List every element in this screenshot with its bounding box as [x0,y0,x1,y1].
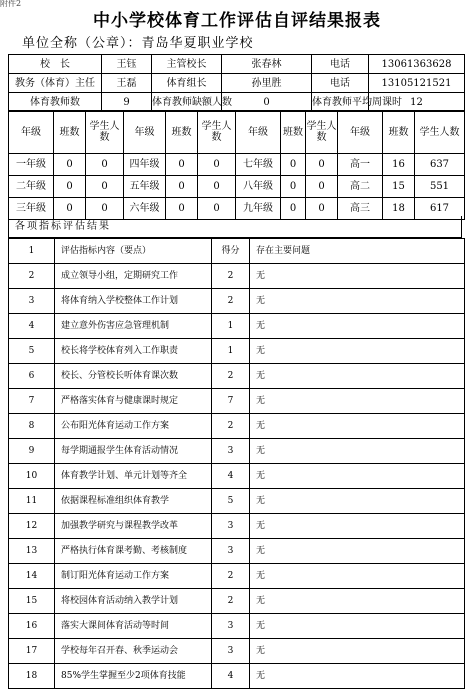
info-cell: 体育教师缺额人数 [152,93,222,112]
eval-cell: 无 [250,439,465,464]
eval-row [9,314,465,339]
eval-row [9,589,465,614]
eval-cell: 2 [212,289,250,314]
info-cell: 体育教师平均周课时 [312,93,369,112]
eval-cell: 评估指标内容（要点） [55,239,212,264]
eval-cell: 建立意外伤害应急管理机制 [55,314,212,339]
info-cell: 12 [369,93,465,112]
attachment-label: 附件2 [0,0,22,8]
grades-header: 年级 [9,111,54,154]
eval-cell: 无 [250,264,465,289]
eval-cell: 2 [212,364,250,389]
grades-header: 班数 [383,111,415,154]
eval-cell: 11 [9,489,55,514]
eval-row [9,364,465,389]
eval-cell: 18 [9,664,55,689]
eval-cell: 4 [9,314,55,339]
grades-cell: 18 [383,198,415,220]
grades-cell: 637 [415,154,465,176]
eval-row [9,514,465,539]
grades-cell: 三年级 [9,198,54,220]
eval-cell: 每学期通报学生体育活动情况 [55,439,212,464]
grades-header: 班数 [166,111,198,154]
eval-cell: 1 [9,239,55,264]
eval-cell: 无 [250,589,465,614]
eval-cell: 15 [9,589,55,614]
grades-cell: 0 [166,198,198,220]
eval-cell: 校长、分管校长听体育课次数 [55,364,212,389]
info-cell: 9 [102,93,152,112]
grades-header: 学生人数 [86,111,124,154]
grades-cell: 0 [281,198,306,220]
grades-cell: 0 [54,176,86,198]
grades-cell: 高三 [338,198,383,220]
eval-cell: 2 [212,589,250,614]
grades-header: 学生人数 [198,111,236,154]
info-cell: 孙里胜 [222,74,312,93]
eval-cell: 将校园体育活动纳入教学计划 [55,589,212,614]
eval-row [9,639,465,664]
grades-cell: 0 [166,154,198,176]
grades-cell: 617 [415,198,465,220]
grades-cell: 九年级 [236,198,281,220]
eval-cell: 3 [9,289,55,314]
grades-cell: 551 [415,176,465,198]
eval-cell: 8 [9,414,55,439]
info-cell: 校 长 [9,55,102,74]
eval-row [9,464,465,489]
eval-cell: 落实大课间体育活动等时间 [55,614,212,639]
eval-cell: 2 [9,264,55,289]
page-title: 中小学校体育工作评估自评结果报表 [93,11,381,31]
eval-cell: 无 [250,564,465,589]
eval-cell: 无 [250,289,465,314]
eval-cell: 无 [250,339,465,364]
info-cell: 王钰 [102,55,152,74]
eval-row [9,489,465,514]
eval-cell: 85%学生掌握至少2项体育技能 [55,664,212,689]
grades-header: 年级 [338,111,383,154]
info-cell: 主管校长 [152,55,222,74]
eval-cell: 7 [212,389,250,414]
eval-cell: 1 [212,339,250,364]
eval-row [9,389,465,414]
eval-cell: 制订阳光体育运动工作方案 [55,564,212,589]
grades-cell: 0 [86,176,124,198]
eval-cell: 无 [250,389,465,414]
eval-cell: 加强教学研究与课程教学改革 [55,514,212,539]
eval-row [9,539,465,564]
eval-cell: 5 [212,489,250,514]
grades-cell: 七年级 [236,154,281,176]
eval-header-row [9,239,465,264]
eval-cell: 16 [9,614,55,639]
unit-name: 青岛华夏职业学校 [141,36,254,51]
evaluation-table [8,238,465,689]
eval-cell: 无 [250,539,465,564]
eval-cell: 学校每年召开春、秋季运动会 [55,639,212,664]
grades-cell: 0 [86,154,124,176]
info-cell: 教务（体育）主任 [9,74,102,93]
eval-cell: 3 [212,614,250,639]
grades-cell: 0 [86,198,124,220]
grades-table [8,110,465,220]
eval-cell: 无 [250,364,465,389]
eval-row [9,289,465,314]
grades-header: 班数 [54,111,86,154]
grades-cell: 16 [383,154,415,176]
eval-cell: 公布阳光体育运动工作方案 [55,414,212,439]
grades-cell: 0 [306,198,338,220]
eval-row [9,564,465,589]
info-row-teachers [9,93,465,112]
eval-cell: 依据课程标准组织体育教学 [55,489,212,514]
info-cell: 体育组长 [152,74,222,93]
eval-cell: 7 [9,389,55,414]
eval-cell: 成立领导小组，定期研究工作 [55,264,212,289]
grades-header-row [9,111,465,154]
eval-cell: 无 [250,664,465,689]
eval-row [9,264,465,289]
grades-cell: 四年级 [124,154,166,176]
eval-cell: 4 [212,664,250,689]
section-title: 各项指标评估结果 [8,216,462,238]
eval-row [9,664,465,689]
grades-cell: 0 [198,198,236,220]
eval-cell: 校长将学校体育列入工作职责 [55,339,212,364]
eval-cell: 无 [250,414,465,439]
eval-cell: 无 [250,514,465,539]
info-cell: 13105121521 [369,74,465,93]
grades-cell: 0 [281,154,306,176]
eval-cell: 3 [212,639,250,664]
grades-cell: 0 [198,176,236,198]
eval-cell: 无 [250,639,465,664]
info-cell: 13061363628 [369,55,465,74]
info-row-principal [9,55,465,74]
grades-cell: 0 [198,154,236,176]
grades-row [9,154,465,176]
eval-cell: 12 [9,514,55,539]
grades-cell: 高二 [338,176,383,198]
info-row-director [9,74,465,93]
eval-cell: 10 [9,464,55,489]
eval-row [9,439,465,464]
eval-cell: 4 [212,464,250,489]
eval-cell: 6 [9,364,55,389]
grades-cell: 15 [383,176,415,198]
info-cell: 张春林 [222,55,312,74]
grades-cell: 八年级 [236,176,281,198]
unit-line [22,32,254,51]
grades-header: 学生人数 [415,111,465,154]
grades-header: 学生人数 [306,111,338,154]
grades-cell: 0 [54,154,86,176]
eval-cell: 严格执行体育课考勤、考核制度 [55,539,212,564]
info-cell: 体育教师数 [9,93,102,112]
eval-cell: 3 [212,439,250,464]
info-cell: 王磊 [102,74,152,93]
eval-cell: 5 [9,339,55,364]
grades-header: 班数 [281,111,306,154]
eval-cell: 体育教学计划、单元计划等齐全 [55,464,212,489]
eval-cell: 无 [250,314,465,339]
grades-cell: 0 [166,176,198,198]
eval-cell: 3 [212,539,250,564]
eval-cell: 无 [250,614,465,639]
grades-cell: 0 [306,154,338,176]
grades-cell: 六年级 [124,198,166,220]
eval-cell: 无 [250,489,465,514]
eval-cell: 2 [212,414,250,439]
eval-cell: 将体育纳入学校整体工作计划 [55,289,212,314]
eval-cell: 2 [212,564,250,589]
eval-cell: 17 [9,639,55,664]
grades-header: 年级 [124,111,166,154]
eval-cell: 14 [9,564,55,589]
grades-header: 年级 [236,111,281,154]
info-table [8,54,465,112]
info-cell: 电话 [312,55,369,74]
grades-cell: 一年级 [9,154,54,176]
grades-row [9,176,465,198]
eval-row [9,414,465,439]
eval-cell: 存在主要问题 [250,239,465,264]
eval-cell: 9 [9,439,55,464]
eval-cell: 得分 [212,239,250,264]
eval-cell: 2 [212,264,250,289]
eval-cell: 1 [212,314,250,339]
grades-cell: 0 [54,198,86,220]
eval-cell: 无 [250,464,465,489]
grades-cell: 五年级 [124,176,166,198]
unit-label: 单位全称（公章）： [22,36,142,51]
eval-cell: 严格落实体育与健康课时规定 [55,389,212,414]
info-cell: 0 [222,93,312,112]
grades-cell: 0 [306,176,338,198]
grades-cell: 高一 [338,154,383,176]
eval-cell: 3 [212,514,250,539]
info-cell: 电话 [312,74,369,93]
eval-row [9,614,465,639]
eval-cell: 13 [9,539,55,564]
grades-cell: 二年级 [9,176,54,198]
eval-row [9,339,465,364]
grades-cell: 0 [281,176,306,198]
